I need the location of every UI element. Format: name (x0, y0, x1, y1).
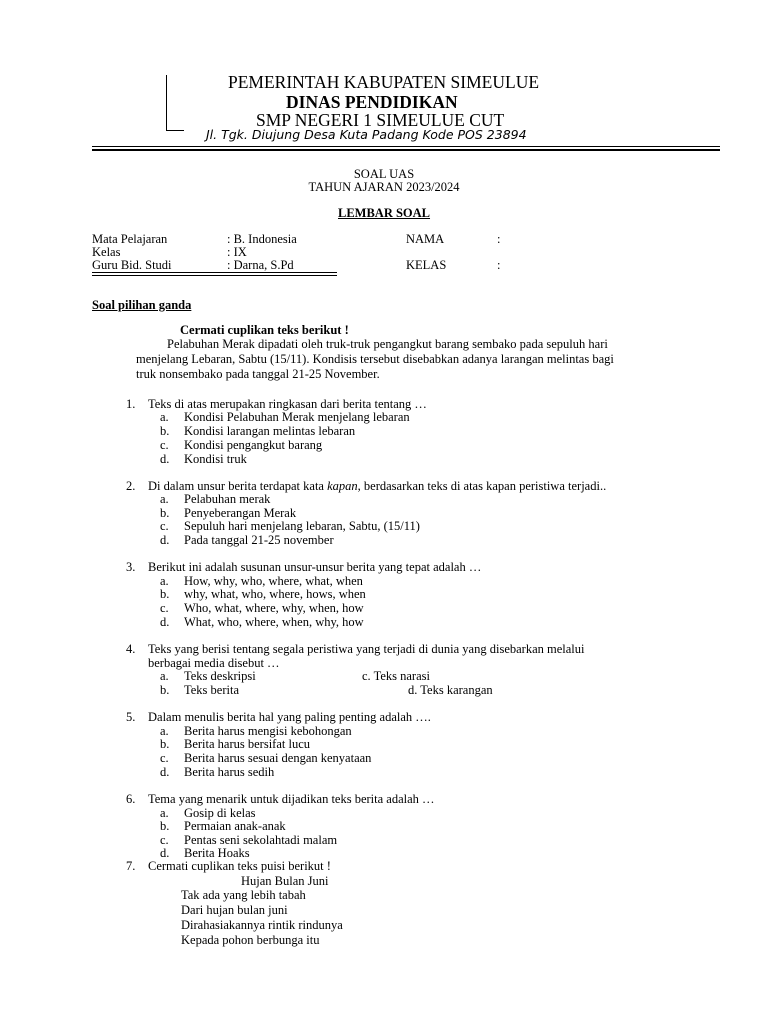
option-letter: c. (160, 438, 169, 452)
class-value: : IX (227, 245, 247, 259)
option-text: Permaian anak-anak (184, 819, 286, 833)
letterhead-bracket-vertical (166, 75, 167, 131)
class-label: Kelas (92, 245, 121, 259)
option-text: Teks berita (184, 683, 240, 697)
option-letter: b. (160, 424, 170, 438)
option-letter: a. (160, 669, 169, 683)
header-rule-bottom (92, 149, 720, 151)
option-text: How, why, who, where, what, when (184, 574, 363, 588)
kelas-label: KELAS (406, 258, 447, 272)
header-department: DINAS PENDIDIKAN (286, 92, 458, 112)
passage-line-1: Pelabuhan Merak dipadati oleh truk-truk pengangkut barang sembako pada sepuluh hari (167, 337, 608, 351)
option-text: Kondisi larangan melintas lebaran (184, 424, 356, 438)
option-text: Kondisi pengangkut barang (184, 438, 323, 452)
option-text: why, what, who, where, hows, when (184, 587, 366, 601)
option-text: Kondisi Pelabuhan Merak menjelang lebaran (184, 410, 410, 424)
option-text: Who, what, where, why, when, how (184, 601, 364, 615)
header-government: PEMERINTAH KABUPATEN SIMEULUE (228, 72, 540, 92)
option-text: Berita harus sedih (184, 765, 275, 779)
question-number: 5. (126, 710, 136, 724)
passage-line-2: menjelang Lebaran, Sabtu (15/11). Kondisis tersebut disebabkan adanya larangan melintas bagi (136, 352, 614, 366)
option-letter: b. (160, 819, 170, 833)
question-number: 6. (126, 792, 136, 806)
option-letter: a. (160, 724, 169, 738)
option-text: What, who, where, when, why, how (184, 615, 364, 629)
question-text: Tema yang menarik untuk dijadikan teks berita adalah … (148, 792, 435, 806)
question-text: Dalam menulis berita hal yang paling penting adalah …. (148, 710, 431, 724)
passage-heading: Cermati cuplikan teks berikut ! (180, 323, 349, 337)
option-letter: a. (160, 410, 169, 424)
option-text: Teks deskripsi (184, 669, 256, 683)
option-text: c. Teks narasi (362, 669, 430, 683)
teacher-label: Guru Bid. Studi (92, 258, 172, 272)
academic-year: TAHUN AJARAN 2023/2024 (308, 180, 460, 194)
teacher-value: : Darna, S.Pd (227, 258, 294, 272)
option-letter: b. (160, 683, 170, 697)
option-text: Pentas seni sekolahtadi malam (184, 833, 338, 847)
question-text: Teks di atas merupakan ringkasan dari berita tentang … (148, 397, 427, 411)
option-letter: a. (160, 806, 169, 820)
option-letter: d. (160, 615, 170, 629)
section-title: Soal pilihan ganda (92, 298, 192, 312)
name-colon: : (497, 232, 501, 246)
option-letter: c. (160, 833, 169, 847)
option-letter: a. (160, 574, 169, 588)
option-text: Gosip di kelas (184, 806, 256, 820)
name-label: NAMA (406, 232, 445, 246)
question-number: 3. (126, 560, 136, 574)
option-letter: b. (160, 587, 170, 601)
question-number: 2. (126, 479, 136, 493)
poem-line: Kepada pohon berbunga itu (181, 933, 320, 947)
sheet-title: LEMBAR SOAL (337, 206, 431, 220)
option-text: Berita harus sesuai dengan kenyataan (184, 751, 372, 765)
question-text: Cermati cuplikan teks puisi berikut ! (148, 859, 331, 873)
option-text: Berita harus bersifat lucu (184, 737, 310, 751)
option-letter: a. (160, 492, 169, 506)
option-letter: d. (160, 452, 170, 466)
option-letter: c. (160, 751, 169, 765)
option-letter: d. (160, 533, 170, 547)
kelas-colon: : (497, 258, 501, 272)
header-address: Jl. Tgk. Diujung Desa Kuta Padang Kode POS 23894 (206, 127, 527, 142)
option-text: Berita harus mengisi kebohongan (184, 724, 352, 738)
poem-line: Dirahasiakannya rintik rindunya (181, 918, 343, 932)
passage-line-3: truk nonsembako pada tanggal 21-25 November. (136, 367, 380, 381)
question-number: 7. (126, 859, 136, 873)
question-text-line-1: Teks yang berisi tentang segala peristiwa yang terjadi di dunia yang disebarkan melalui (148, 642, 585, 656)
option-text: Berita Hoaks (184, 846, 250, 860)
option-letter: c. (160, 601, 169, 615)
option-letter: d. (160, 846, 170, 860)
option-text: Penyeberangan Merak (184, 506, 297, 520)
option-text: d. Teks karangan (408, 683, 493, 697)
option-text: Pada tanggal 21-25 november (184, 533, 334, 547)
info-rule-2 (92, 275, 337, 276)
question-text-line-2: berbagai media disebut … (148, 656, 280, 670)
option-letter: b. (160, 737, 170, 751)
poem-line: Tak ada yang lebih tabah (181, 888, 306, 902)
poem-line: Dari hujan bulan juni (181, 903, 288, 917)
question-text: Berikut ini adalah susunan unsur-unsur berita yang tepat adalah … (148, 560, 482, 574)
question-number: 4. (126, 642, 136, 656)
option-letter: c. (160, 519, 169, 533)
option-text: Sepuluh hari menjelang lebaran, Sabtu, (15/11) (184, 519, 420, 533)
question-text: Di dalam unsur berita terdapat kata kapan, berdasarkan teks di atas kapan peristiwa terjadi.. (148, 479, 607, 493)
subject-label: Mata Pelajaran (92, 232, 168, 246)
header-school: SMP NEGERI 1 SIMEULUE CUT (256, 110, 505, 130)
info-rule-1 (92, 272, 337, 273)
question-number: 1. (126, 397, 136, 411)
letterhead-bracket-horizontal (166, 130, 184, 131)
exam-title: SOAL UAS (353, 167, 415, 181)
subject-value: : B. Indonesia (227, 232, 297, 246)
option-text: Kondisi truk (184, 452, 247, 466)
header-rule-top (92, 146, 720, 147)
option-letter: d. (160, 765, 170, 779)
poem-title: Hujan Bulan Juni (241, 874, 329, 888)
option-text: Pelabuhan merak (184, 492, 271, 506)
option-letter: b. (160, 506, 170, 520)
